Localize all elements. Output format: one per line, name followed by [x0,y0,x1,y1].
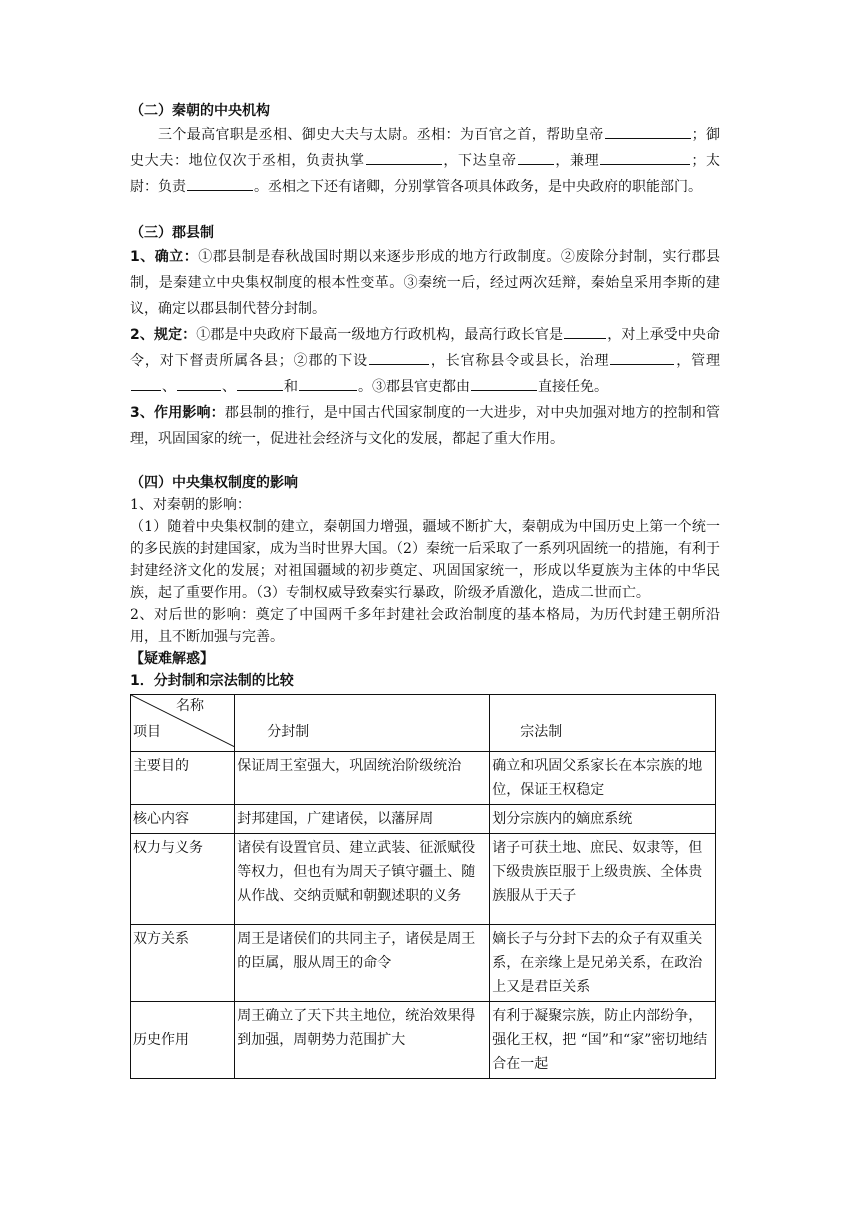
row-cell-fengjian: 周王是诸侯们的共同主子，诸侯是周王的臣属，服从周王的命令 [235,925,490,1002]
section-title-central-institutions: （二）秦朝的中央机构 [130,103,270,119]
corner-label-item: 项目 [133,724,161,740]
text: ，对上承受中央命令，对下督责所属各县；②郡的下设 [130,327,721,369]
influence-qin-heading: 1、对秦朝的影响： [130,497,251,513]
text: ，长官称县令或县长，治理 [430,353,610,369]
table-row [131,1002,716,1079]
fill-blank[interactable] [564,322,606,339]
table-corner-cell [131,695,235,752]
text: 、 [222,379,236,395]
row-cell-zongfa: 诸子可获土地、庶民、奴隶等，但下级贵族臣服于上级贵族、全体贵族服从于天子 [490,834,716,925]
row-item: 主要目的 [131,752,235,805]
section-title-prefecture-county: （三）郡县制 [130,225,214,241]
influence-qin-paragraph: （1）随着中央集权制的建立，秦朝国力增强，疆域不断扩大，秦朝成为中国历史上第一个统一的多民族的封建国家，成为当时世界大国。（2）秦统一后采取了一系列巩固统一的措施，有利于封建经济文化的发展；对祖国疆域的初步奠定、巩固国家统一，形成以华夏族为主体的中华民族，起了重要作用。（3）专制权威导致秦实行暴政，阶级矛盾激化，造成二世而亡。 [130,519,720,601]
text: 和 [284,379,298,395]
table-header-zongfa [490,695,716,752]
paragraph-central-institutions [130,122,720,200]
row-cell-fengjian: 周王确立了天下共主地位，统治效果得到加强，周朝势力范围扩大 [235,1002,490,1079]
table-header-fengjian [235,695,490,752]
text: ； [691,153,706,169]
text: ①郡县制是春秋战国时期以来逐步形成的地方行政制度。②废除分封制，实行郡县制，是秦建立中央集权制度的根本性变革。③秦统一后，经过两次廷辩，秦始皇采用李斯的建议，确定以郡县制代替分封制。 [130,249,720,317]
row-item: 双方关系 [131,925,235,1002]
text: 、 [162,379,176,395]
row-cell-zongfa: 确立和巩固父系家长在本宗族的地位，保证王权稳定 [490,752,716,805]
row-cell-fengjian: 封邦建国，广建诸侯，以藩屏周 [235,805,490,834]
header-label: 分封制 [267,724,310,740]
header-label: 宗法制 [520,724,563,740]
text: ，兼理 [554,153,600,169]
fill-blank[interactable] [299,374,357,391]
text: ，下达皇帝 [442,153,517,169]
text: 三个最高官职是丞相、御史大夫与太尉。丞相：为百官之首，帮助皇帝 [158,127,604,143]
row-cell-fengjian: 诸侯有设置官员、建立武装、征派赋役等权力，但也有为周天子镇守疆土、随从作战、交纳贡赋和朝觐述职的义务 [235,834,490,925]
fill-blank[interactable] [610,348,674,365]
text: ； [691,127,706,143]
text: ，管理 [675,353,720,369]
table-row [131,752,716,805]
text: 直接任免。 [538,379,608,395]
fill-blank[interactable] [471,374,537,391]
row-cell-zongfa: 划分宗族内的嫡庶系统 [490,805,716,834]
comparison-table [130,694,716,1079]
table-row [131,925,716,1002]
text: 郡县制的推行，是中国古代国家制度的一大进步，对中央加强对地方的控制和管理，巩固国家的统一，促进社会经济与文化的发展，都起了重大作用。 [130,405,720,447]
row-cell-zongfa: 有利于凝聚宗族，防止内部纷争，强化王权，把 “国”和“家”密切地结合在一起 [490,1002,716,1079]
fill-blank[interactable] [605,122,691,139]
paragraph-regulations [130,322,720,400]
comparison-subheading: 1．分封制和宗法制的比较 [130,673,294,689]
fill-blank[interactable] [237,374,283,391]
lead-label: 1、确立： [130,249,199,265]
text: 御史大夫：地位仅次于丞相，负责执掌 [130,127,720,169]
corner-label-name: 名称 [176,698,204,714]
paragraph-impact [130,400,720,452]
fill-blank[interactable] [600,148,690,165]
row-cell-zongfa: 嫡长子与分封下去的众子有双重关系，在亲缘上是兄弟关系，在政治上又是君臣关系 [490,925,716,1002]
table-row [131,834,716,925]
fill-blank[interactable] [518,148,554,165]
fill-blank[interactable] [131,374,161,391]
table-row [131,805,716,834]
row-item: 历史作用 [131,1002,235,1079]
paragraph-establishment [130,244,720,322]
row-item: 核心内容 [131,805,235,834]
row-cell-fengjian: 保证周王室强大，巩固统治阶级统治 [235,752,490,805]
fill-blank[interactable] [177,374,221,391]
section-title-influence: （四）中央集权制度的影响 [130,475,298,491]
lead-label: 3、作用影响： [130,405,225,421]
document-page [130,100,720,1079]
fill-blank[interactable] [369,348,429,365]
text: 太尉：负责 [130,153,721,195]
text: 。③郡县官吏都由 [358,379,470,395]
table-header-row [131,695,716,752]
fill-blank[interactable] [187,174,253,191]
fill-blank[interactable] [366,148,442,165]
influence-later-paragraph: 2、对后世的影响：奠定了中国两千多年封建社会政治制度的基本格局，为历代封建王朝所沿用，且不断加强与完善。 [130,607,720,645]
row-item: 权力与义务 [131,834,235,925]
lead-label: 2、规定： [130,327,197,343]
text: 。丞相之下还有诸卿，分别掌管各项具体政务，是中央政府的职能部门。 [254,179,702,195]
difficulty-heading: 【疑难解惑】 [130,651,214,667]
text: ①郡是中央政府下最高一级地方行政机构，最高行政长官是 [196,327,564,343]
